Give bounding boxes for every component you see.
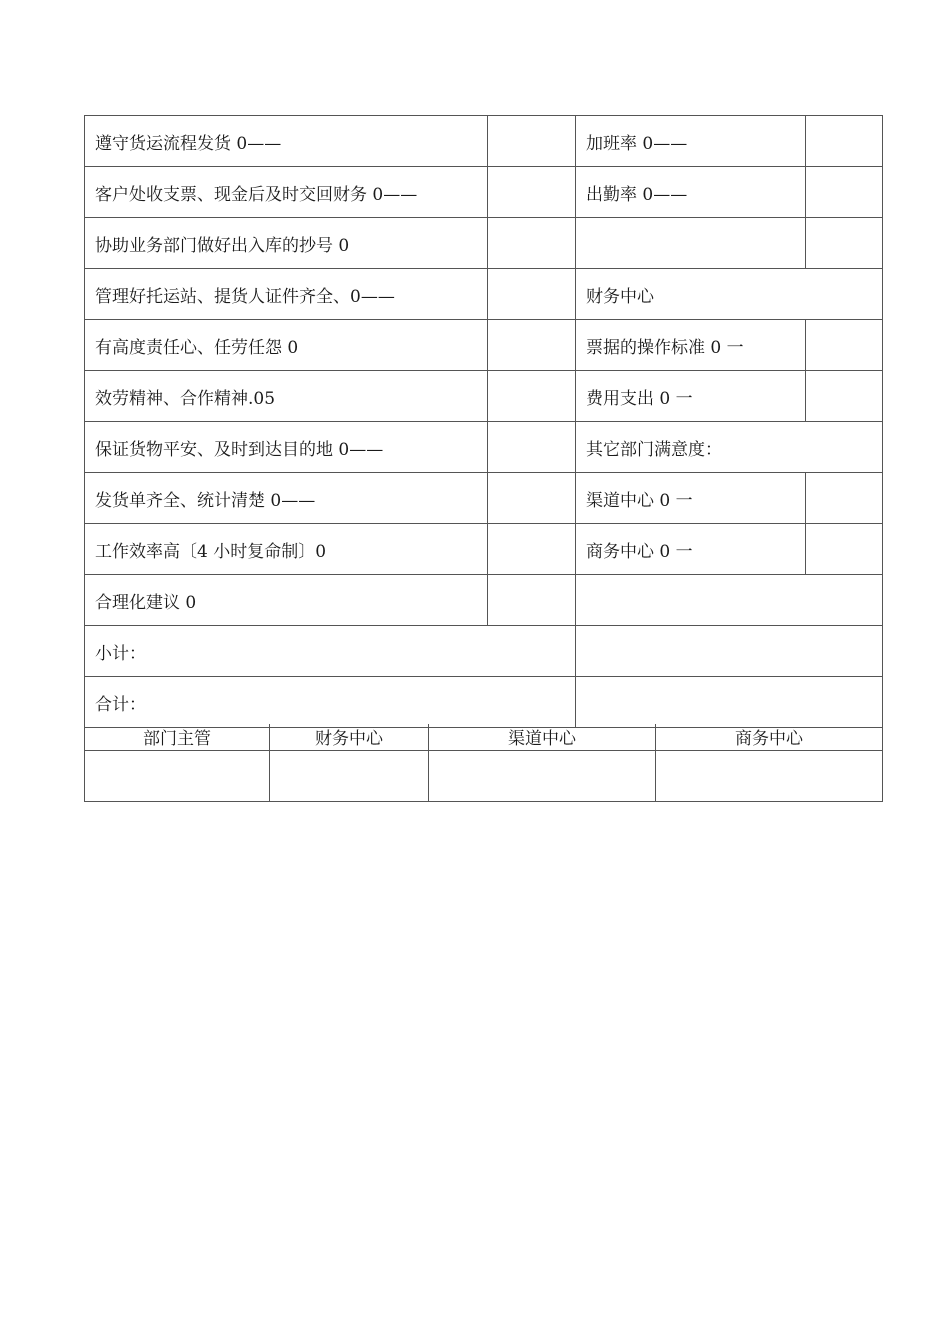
score-cell[interactable]: [488, 320, 576, 371]
total-label: 合计：: [85, 677, 576, 728]
signoff-header-row: [85, 724, 883, 750]
signature-cell[interactable]: [85, 750, 270, 801]
criterion-label: 遵守货运流程发货 0——: [85, 116, 488, 167]
table-row: [85, 116, 883, 167]
score-cell[interactable]: [488, 473, 576, 524]
criterion-label: 费用支出 0 一: [576, 371, 806, 422]
score-cell[interactable]: [806, 167, 883, 218]
criterion-label: 管理好托运站、提货人证件齐全、0——: [85, 269, 488, 320]
signoff-header-finance: 财务中心: [270, 724, 429, 750]
signoff-header-business: 商务中心: [656, 724, 883, 750]
criterion-label: 协助业务部门做好出入库的抄号 0: [85, 218, 488, 269]
blank-cell: [576, 575, 883, 626]
score-cell[interactable]: [806, 116, 883, 167]
table-row: [85, 320, 883, 371]
criterion-label: 保证货物平安、及时到达目的地 0——: [85, 422, 488, 473]
criterion-label: 加班率 0——: [576, 116, 806, 167]
score-cell[interactable]: [488, 371, 576, 422]
table-row: [85, 371, 883, 422]
criterion-label: [576, 218, 806, 269]
score-cell[interactable]: [488, 422, 576, 473]
table-row: [85, 269, 883, 320]
criterion-label: 客户处收支票、现金后及时交回财务 0——: [85, 167, 488, 218]
table-row: [85, 422, 883, 473]
criterion-label: 发货单齐全、统计清楚 0——: [85, 473, 488, 524]
criterion-label: 出勤率 0——: [576, 167, 806, 218]
signoff-signature-row: [85, 750, 883, 801]
subtotal-value-cell[interactable]: [576, 626, 883, 677]
evaluation-table: [84, 115, 883, 728]
score-cell[interactable]: [488, 218, 576, 269]
score-cell[interactable]: [488, 116, 576, 167]
subtotal-label: 小计：: [85, 626, 576, 677]
table-row: [85, 575, 883, 626]
score-cell[interactable]: [806, 473, 883, 524]
score-cell[interactable]: [806, 218, 883, 269]
signature-cell[interactable]: [270, 750, 429, 801]
criterion-label: 商务中心 0 一: [576, 524, 806, 575]
criterion-label: 效劳精神、合作精神.05: [85, 371, 488, 422]
signoff-header-dept-manager: 部门主管: [85, 724, 270, 750]
score-cell[interactable]: [806, 371, 883, 422]
signoff-table: [84, 724, 883, 802]
table-row: [85, 167, 883, 218]
criterion-label: 工作效率高〔4 小时复命制〕0: [85, 524, 488, 575]
score-cell[interactable]: [488, 269, 576, 320]
score-cell[interactable]: [488, 524, 576, 575]
section-heading: 财务中心: [576, 269, 883, 320]
table-row: [85, 218, 883, 269]
score-cell[interactable]: [806, 320, 883, 371]
table-row: [85, 473, 883, 524]
table-row: [85, 626, 883, 677]
score-cell[interactable]: [488, 575, 576, 626]
criterion-label: 渠道中心 0 一: [576, 473, 806, 524]
signature-cell[interactable]: [429, 750, 656, 801]
signoff-header-channel: 渠道中心: [429, 724, 656, 750]
score-cell[interactable]: [806, 524, 883, 575]
section-heading: 其它部门满意度：: [576, 422, 883, 473]
total-value-cell[interactable]: [576, 677, 883, 728]
table-row: [85, 677, 883, 728]
criterion-label: 合理化建议 0: [85, 575, 488, 626]
score-cell[interactable]: [488, 167, 576, 218]
criterion-label: 有高度责任心、任劳任怨 0: [85, 320, 488, 371]
signature-cell[interactable]: [656, 750, 883, 801]
table-row: [85, 524, 883, 575]
criterion-label: 票据的操作标准 0 一: [576, 320, 806, 371]
